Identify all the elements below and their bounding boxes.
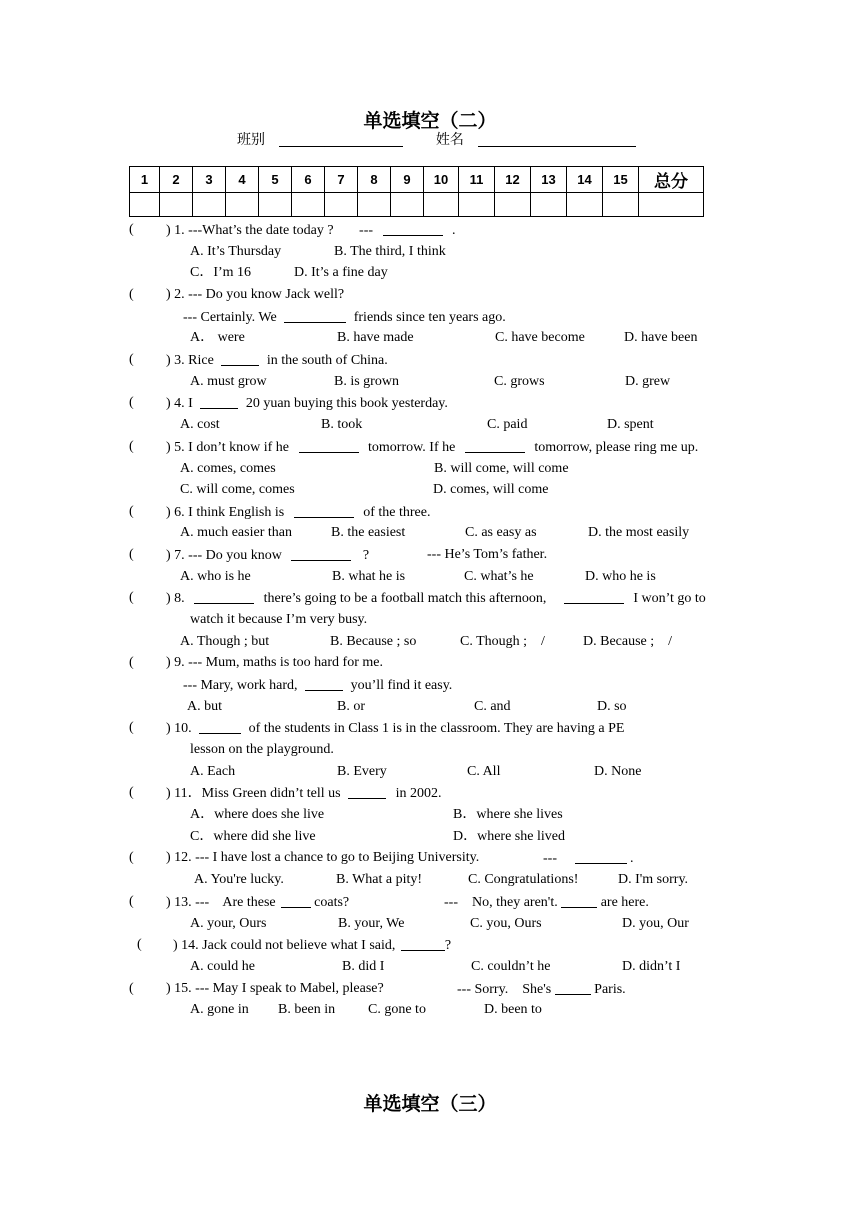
answer-blank[interactable] [561, 894, 597, 908]
answer-paren: ( [129, 981, 134, 996]
score-header-cell: 3 [193, 167, 226, 193]
score-cell[interactable] [603, 193, 639, 217]
name-blank[interactable] [478, 132, 636, 147]
answer-blank[interactable] [294, 504, 354, 518]
question-text: of the three. [363, 505, 431, 520]
answer-paren: ( [137, 937, 142, 952]
section-title-3: 单选填空（三） [363, 1093, 497, 1115]
score-header-cell: 7 [325, 167, 358, 193]
section-title-2: 单选填空（二） [363, 110, 497, 132]
option-a[interactable]: A. It’s Thursday [190, 244, 282, 259]
option-a[interactable]: A. but [187, 699, 222, 714]
answer-paren: ( [129, 439, 134, 454]
answer-blank[interactable] [401, 937, 445, 951]
question-8-continued: watch it because I’m very busy. [190, 612, 368, 627]
question-text: ) 10. [166, 721, 192, 736]
option-c[interactable]: C. will come, comes [180, 482, 295, 497]
score-header-cell: 13 [531, 167, 567, 193]
question-4-stem [166, 395, 448, 412]
score-header-cell: 1 [130, 167, 160, 193]
score-cell[interactable] [259, 193, 292, 217]
option-b[interactable]: B. Because ; so [330, 634, 417, 649]
score-cell[interactable] [325, 193, 358, 217]
question-text: ) 3. Rice [166, 353, 214, 368]
option-d[interactable]: D. you, Our [622, 916, 689, 931]
score-cell[interactable] [391, 193, 424, 217]
option-b[interactable]: B. will come, will come [434, 461, 569, 476]
option-d[interactable]: D. grew [625, 374, 671, 389]
option-d[interactable]: D. comes, will come [433, 482, 549, 497]
option-b[interactable]: B. is grown [334, 374, 399, 389]
question-10-stem [166, 720, 624, 737]
answer-blank[interactable] [383, 222, 443, 236]
question-text: --- Sorry. She's [457, 982, 552, 997]
option-d[interactable]: D．where she lived [453, 829, 565, 844]
option-c[interactable]: C. couldn’t he [471, 959, 551, 974]
option-b[interactable]: B. have made [337, 330, 414, 345]
answer-blank[interactable] [291, 547, 351, 561]
score-header-cell: 14 [567, 167, 603, 193]
option-b[interactable]: B. or [337, 699, 365, 714]
question-text: --- Mary, work hard, [183, 678, 298, 693]
answer-blank[interactable] [575, 850, 627, 864]
question-text: ) 7. --- Do you know [166, 548, 282, 563]
score-header-row [130, 167, 704, 193]
score-cell[interactable] [459, 193, 495, 217]
question-text: ) 4. I [166, 396, 193, 411]
question-8-stem [166, 590, 706, 607]
question-2-stem: ) 2. --- Do you know Jack well? [166, 287, 345, 302]
option-b[interactable]: B. your, We [338, 916, 405, 931]
question-10-continued: lesson on the playground. [190, 742, 334, 757]
answer-blank[interactable] [299, 439, 359, 453]
answer-paren: ( [129, 655, 134, 670]
score-cell[interactable] [130, 193, 160, 217]
option-d[interactable]: D. the most easily [588, 525, 690, 540]
option-a[interactable]: A. cost [180, 417, 220, 432]
period: . [452, 223, 456, 238]
question-text: ? [362, 548, 370, 563]
score-header-cell: 10 [424, 167, 459, 193]
answer-paren: ( [129, 720, 134, 735]
option-c[interactable]: C. Congratulations! [468, 872, 579, 887]
option-b[interactable]: B. The third, I think [334, 244, 446, 259]
option-b[interactable]: B. Every [337, 764, 387, 779]
question-text: friends since ten years ago. [353, 310, 506, 325]
score-cell[interactable] [292, 193, 325, 217]
option-d[interactable]: D. None [594, 764, 642, 779]
score-header-cell: 6 [292, 167, 325, 193]
question-text: tomorrow. If he [368, 440, 456, 455]
score-header-cell: 9 [391, 167, 424, 193]
question-13-stem [166, 894, 349, 911]
option-d[interactable]: D. who he is [585, 569, 656, 584]
answer-blank[interactable] [465, 439, 525, 453]
question-text: there’s going to be a football match this afternoon, [263, 591, 547, 606]
option-b[interactable]: B．where she lives [453, 807, 563, 822]
option-d[interactable]: D. so [597, 699, 627, 714]
score-entry-row [130, 193, 704, 217]
question-text: ) 1. ---What’s the date today ? [166, 223, 334, 238]
score-cell[interactable] [226, 193, 259, 217]
option-b[interactable]: B. what he is [332, 569, 406, 584]
score-cell[interactable] [567, 193, 603, 217]
answer-paren: ( [129, 287, 134, 302]
option-c[interactable]: C. what’s he [464, 569, 534, 584]
question-7-stem [166, 547, 369, 564]
score-header-cell: 15 [603, 167, 639, 193]
option-a[interactable]: A. your, Ours [190, 916, 267, 931]
question-15-reply [457, 981, 626, 998]
score-cell[interactable] [495, 193, 531, 217]
option-c[interactable]: C．where did she live [190, 829, 316, 844]
answer-paren: ( [129, 894, 134, 909]
reply-dash: --- [359, 223, 374, 238]
answer-paren: ( [129, 504, 134, 519]
question-text: I won’t go to [633, 591, 706, 606]
option-c[interactable]: C. you, Ours [470, 916, 542, 931]
option-c[interactable]: C. paid [487, 417, 528, 432]
question-text: ) 8. [166, 591, 185, 606]
option-c[interactable]: C. gone to [368, 1002, 426, 1017]
question-9-reply [183, 677, 452, 694]
option-d[interactable]: D. spent [607, 417, 654, 432]
option-d[interactable]: D. I'm sorry. [618, 872, 689, 887]
option-d[interactable]: D. Because ; / [583, 634, 673, 649]
answer-blank[interactable] [194, 590, 254, 604]
score-cell[interactable] [193, 193, 226, 217]
option-c[interactable]: C．I’m 16 [190, 265, 252, 280]
answer-paren: ( [129, 352, 134, 367]
option-b[interactable]: B. did I [342, 959, 385, 974]
option-d[interactable]: D. It’s a fine day [294, 265, 388, 280]
answer-blank[interactable] [564, 590, 624, 604]
question-13-reply [444, 894, 649, 911]
score-cell[interactable] [531, 193, 567, 217]
option-a[interactable]: A. much easier than [180, 525, 292, 540]
question-text: ) 6. I think English is [166, 505, 285, 520]
answer-paren: ( [129, 785, 134, 800]
question-text: tomorrow, please ring me up. [534, 440, 699, 455]
score-header-cell: 11 [459, 167, 495, 193]
question-11-stem [166, 785, 442, 802]
option-c[interactable]: C. as easy as [465, 525, 537, 540]
name-label: 姓名 [435, 132, 464, 148]
question-text: ) 11．Miss Green didn’t tell us [166, 786, 341, 801]
question-6-stem [166, 504, 430, 521]
option-d[interactable]: D. didn’t I [622, 959, 681, 974]
option-c[interactable]: C. and [474, 699, 511, 714]
score-total-header: 总分 [639, 167, 704, 193]
answer-paren: ( [129, 590, 134, 605]
question-text: Paris. [594, 982, 626, 997]
question-text: 20 yuan buying this book yesterday. [245, 396, 448, 411]
answer-blank[interactable] [281, 894, 311, 908]
option-a[interactable]: A. must grow [190, 374, 267, 389]
option-a[interactable]: A. who is he [180, 569, 251, 584]
option-b[interactable]: B. been in [278, 1002, 336, 1017]
option-a[interactable]: A. could he [190, 959, 255, 974]
class-blank[interactable] [279, 132, 403, 147]
option-b[interactable]: B. the easiest [331, 525, 406, 540]
reply-dash: --- [543, 851, 557, 866]
question-text: ) 13. --- Are these [166, 895, 276, 910]
question-text: ? [444, 938, 452, 953]
question-text: ) 5. I don’t know if he [166, 440, 289, 455]
question-5-stem [166, 439, 698, 456]
question-text: coats? [314, 895, 350, 910]
answer-blank[interactable] [555, 981, 591, 995]
option-a[interactable]: A. gone in [190, 1002, 249, 1017]
option-a[interactable]: A. You're lucky. [194, 872, 284, 887]
answer-blank[interactable] [348, 785, 386, 799]
question-text: ) 14. Jack could not believe what I said, [173, 938, 396, 953]
answer-blank[interactable] [200, 395, 238, 409]
score-total-cell[interactable] [639, 193, 704, 217]
question-15-stem: ) 15. --- May I speak to Mabel, please? [166, 981, 384, 996]
question-text: --- No, they aren't. [444, 895, 558, 910]
class-label: 班别 [237, 132, 265, 148]
option-c[interactable]: C. All [467, 764, 501, 779]
option-d[interactable]: D. been to [484, 1002, 542, 1017]
option-c[interactable]: C. Though ; / [460, 634, 545, 649]
question-text: you’ll find it easy. [350, 678, 453, 693]
score-cell[interactable] [424, 193, 459, 217]
score-header-cell: 8 [358, 167, 391, 193]
question-text: --- Certainly. We [183, 310, 277, 325]
question-9-stem: ) 9. --- Mum, maths is too hard for me. [166, 655, 383, 670]
option-b[interactable]: B. took [321, 417, 363, 432]
score-cell[interactable] [358, 193, 391, 217]
question-text: are here. [600, 895, 649, 910]
answer-paren: ( [129, 547, 134, 562]
question-3-stem [166, 352, 388, 369]
answer-blank[interactable] [305, 677, 343, 691]
question-7-reply: --- He’s Tom’s father. [427, 547, 548, 562]
score-cell[interactable] [160, 193, 193, 217]
question-12-reply [543, 850, 634, 867]
question-text: in 2002. [395, 786, 442, 801]
score-header-cell: 5 [259, 167, 292, 193]
answer-paren: ( [129, 850, 134, 865]
score-header-cell: 2 [160, 167, 193, 193]
option-a[interactable]: A． were [190, 330, 245, 345]
option-c[interactable]: C. have become [495, 330, 585, 345]
question-text: in the south of China. [266, 353, 388, 368]
answer-blank[interactable] [284, 309, 346, 323]
option-a[interactable]: A. Though ; but [180, 634, 270, 649]
answer-paren: ( [129, 222, 134, 237]
question-text: of the students in Class 1 is in the classroom. They are having a PE [248, 721, 625, 736]
period: . [630, 851, 634, 866]
score-header-cell: 12 [495, 167, 531, 193]
question-1-stem [166, 222, 456, 239]
score-table [129, 166, 704, 217]
option-c[interactable]: C. grows [494, 374, 545, 389]
option-d[interactable]: D. have been [624, 330, 698, 345]
option-a[interactable]: A. Each [190, 764, 236, 779]
question-12-stem: ) 12. --- I have lost a chance to go to Beijing University. [166, 850, 480, 865]
option-a[interactable]: A. comes, comes [180, 461, 276, 476]
student-info-line [237, 129, 636, 149]
answer-blank[interactable] [221, 352, 259, 366]
score-header-cell: 4 [226, 167, 259, 193]
option-b[interactable]: B. What a pity! [336, 872, 423, 887]
answer-blank[interactable] [199, 720, 241, 734]
question-2-reply [183, 309, 506, 326]
question-14-stem [173, 937, 451, 954]
answer-paren: ( [129, 395, 134, 410]
option-a[interactable]: A．where does she live [190, 807, 325, 822]
